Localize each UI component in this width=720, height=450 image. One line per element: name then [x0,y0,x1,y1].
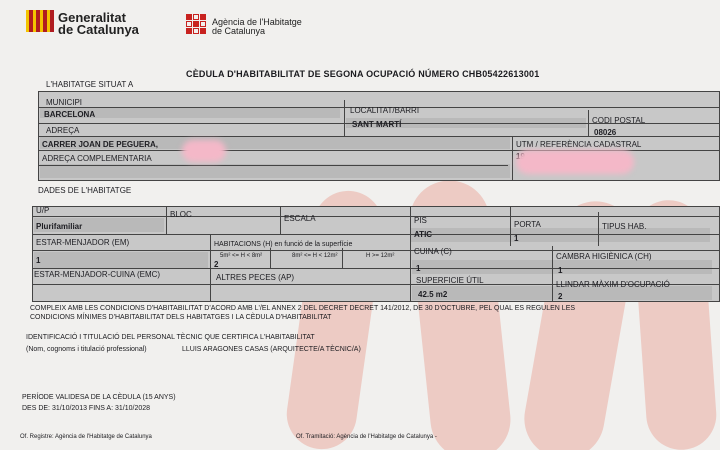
porta-label: PORTA [514,220,541,229]
location-heading: L'HABITATGE SITUAT A [46,80,134,89]
habitacions-col2: 8m² <= H < 12m² [292,253,338,259]
cuina-value: 1 [416,264,421,273]
superficie-label: SUPERFICIE ÚTIL [416,276,484,285]
footer-tramitacio: Of. Tramitació: Agència de l'Habitatge de Catalunya - [296,434,437,440]
localitat-value: SANT MARTÍ [352,120,402,129]
redaction-mark [516,150,634,174]
emc-label: ESTAR-MENJADOR-CUINA (EMC) [34,270,161,279]
validity-heading: PERÍODE VALIDESA DE LA CÈDULA (15 ANYS) [22,394,176,401]
up-value: Plurifamiliar [36,222,83,231]
porta-value: 1 [514,234,519,243]
habitacions-label: HABITACIONS (H) en funció de la superfície [214,241,353,248]
dwelling-heading: DADES DE L'HABITATGE [38,186,132,195]
altres-label: ALTRES PECES (AP) [216,273,295,282]
compliance-line1: COMPLEIX AMB LES CONDICIONS D'HABITABILITAT D'ACORD AMB L'/EL ANNEX 2 DEL DECRET DECRET 141/2012, DE 30 D'OCTUBRE, PEL QUAL ES REGULEN LES [30,305,576,312]
llindar-value: 2 [558,292,563,301]
technician-label: (Nom, cognoms i titulació professional) [26,346,147,353]
codi-postal-value: 08026 [594,128,617,137]
redaction-mark [182,140,226,162]
localitat-label: LOCALITAT/BARRI [350,106,420,115]
cambra-label: CAMBRA HIGIÈNICA (CH) [556,252,652,261]
gov-name-line1: Generalitat [58,10,126,25]
habitacions-col1: 5m² <= H < 8m² [220,253,263,259]
pis-value: ATIC [414,230,433,239]
footer-registre: Of. Registre: Agència de l'Habitatge de Catalunya [20,434,152,440]
adreca-label: ADREÇA [46,126,80,135]
agency-logo [186,14,206,34]
municipi-label: MUNICIPI [46,98,82,107]
llindar-label: LLINDAR MÀXIM D'OCUPACIÓ [556,280,670,289]
validity-range: DES DE: 31/10/2013 FINS A: 31/10/2028 [22,405,151,412]
compliance-line2: CONDICIONS MÍNIMES D'HABITABILITAT DELS HABITATGES I LA CÈDULA D'HABITABILITAT [30,314,332,321]
agency-name-line1: Agència de l'Habitatge [212,17,302,27]
agency-name-line2: de Catalunya [212,26,266,36]
technician-heading: IDENTIFICACIÓ I TITULACIÓ DEL PERSONAL TÈCNIC QUE CERTIFICA L'HABITABILITAT [26,334,315,341]
escala-label: ESCALA [284,214,316,223]
superficie-value: 42.5 m2 [418,290,448,299]
bloc-label: BLOC [170,210,192,219]
municipi-value: BARCELONA [44,110,96,119]
codi-postal-label: CODI POSTAL [592,116,646,125]
technician-value: LLUIS ARAGONES CASAS (ARQUITECTE/A TÈCNIC/A) [182,346,361,353]
document-title: CÈDULA D'HABITABILITAT DE SEGONA OCUPACIÓ NÚMERO CHB05422613001 [186,69,540,79]
pis-label: PIS [414,216,427,225]
tipus-label: TIPUS HAB. [602,222,647,231]
utm-label: UTM / REFERÈNCIA CADASTRAL [516,140,642,149]
estar-menjador-value: 1 [36,256,41,265]
up-label: U/P [36,206,50,215]
cuina-label: CUINA (C) [414,247,452,256]
adreca-complementaria-label: ADREÇA COMPLEMENTARIA [42,154,152,163]
cambra-value: 1 [558,266,563,275]
gov-name-line2: de Catalunya [58,22,139,37]
habitacions-col1-value: 2 [214,260,219,269]
estar-menjador-label: ESTAR-MENJADOR (EM) [36,238,130,247]
adreca-value: CARRER JOAN DE PEGUERA, [42,140,159,149]
generalitat-logo [26,10,54,32]
habitacions-col3: H >= 12m² [366,253,395,259]
